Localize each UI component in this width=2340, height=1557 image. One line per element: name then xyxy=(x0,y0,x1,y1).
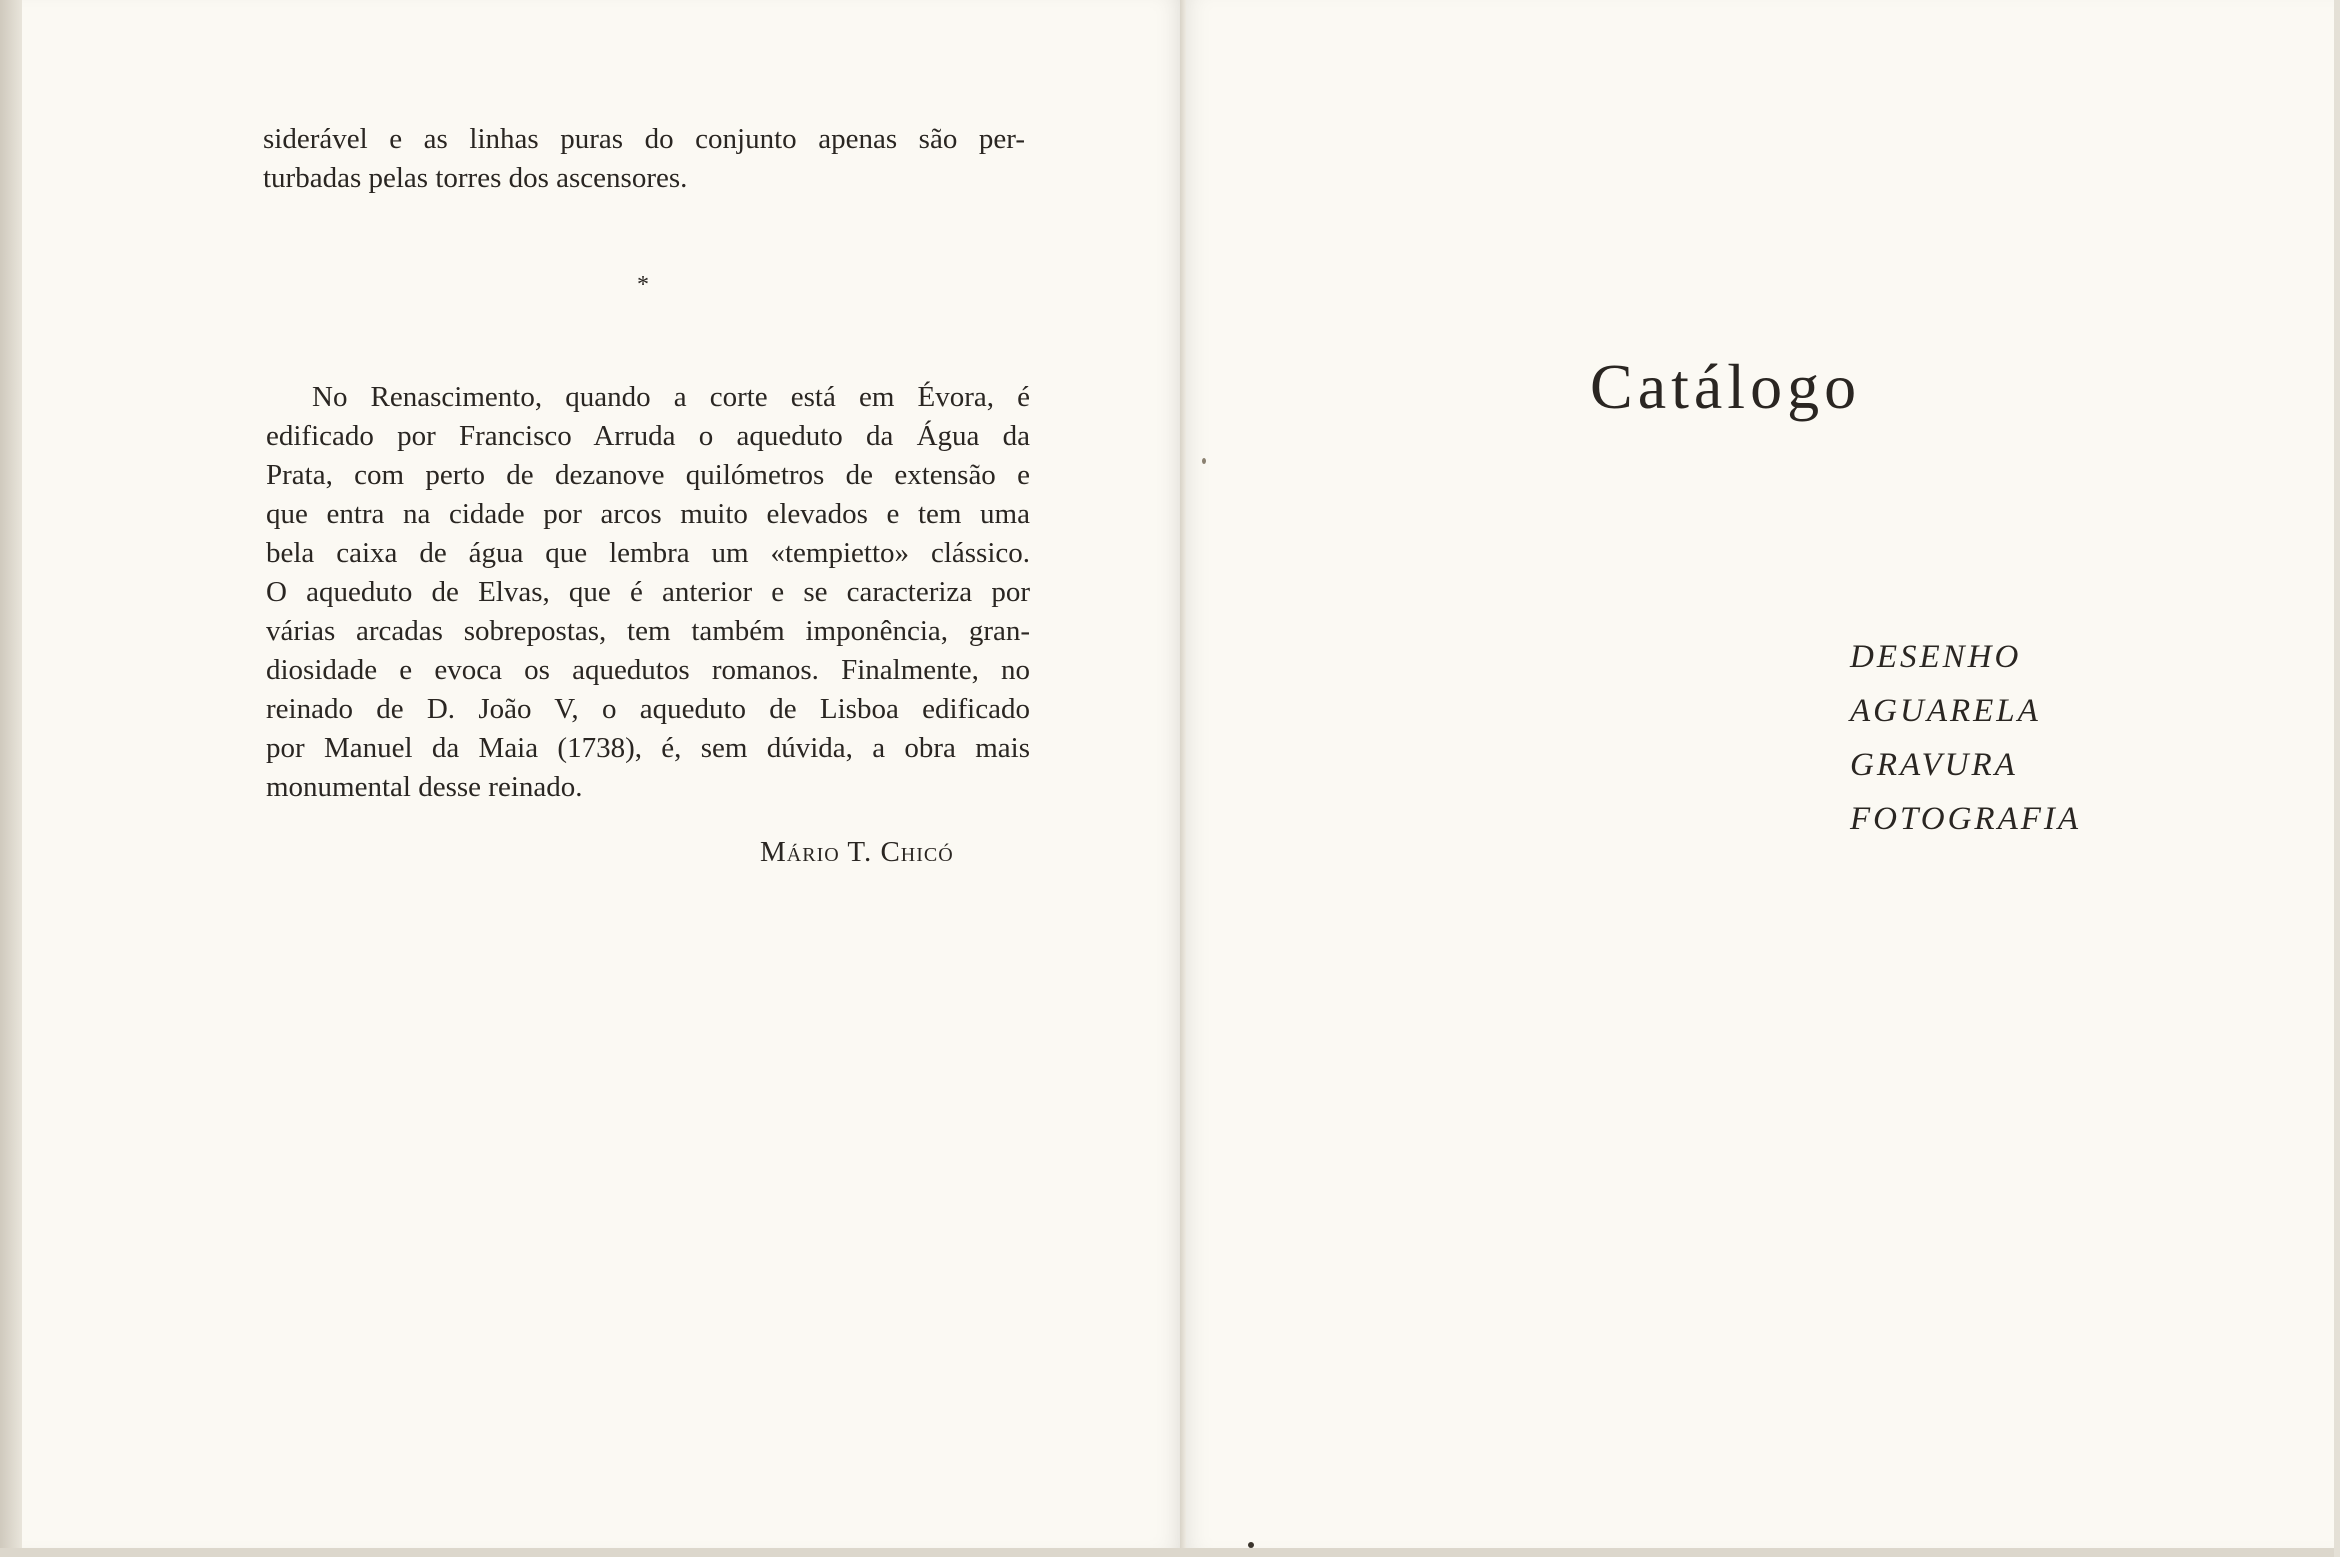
section-separator: * xyxy=(637,272,649,298)
text-line: siderável e as linhas puras do conjunto apenas são per- xyxy=(263,123,1025,155)
text-line: monumental desse reinado. xyxy=(266,771,583,803)
text-line: bela caixa de água que lembra um «tempietto» clássico. xyxy=(266,537,1030,569)
text-line: O aqueduto de Elvas, que é anterior e se caracteriza por xyxy=(266,576,1030,608)
paper-speck xyxy=(1202,458,1206,464)
text-line: turbadas pelas torres dos ascensores. xyxy=(263,162,688,194)
catalog-section-item: GRAVURA xyxy=(1850,747,2018,783)
right-page xyxy=(1184,0,2334,1548)
text-line: reinado de D. João V, o aqueduto de Lisboa edificado xyxy=(266,693,1030,725)
text-line: várias arcadas sobrepostas, tem também imponência, gran- xyxy=(266,615,1030,647)
author-signature: Mário T. Chicó xyxy=(760,836,954,868)
continuation-paragraph xyxy=(263,120,1025,198)
bottom-edge xyxy=(0,1548,2340,1557)
text-line: diosidade e evoca os aquedutos romanos. Finalmente, no xyxy=(266,654,1030,686)
paper-speck xyxy=(1248,1542,1254,1548)
text-line: que entra na cidade por arcos muito elevados e tem uma xyxy=(266,498,1030,530)
text-line: por Manuel da Maia (1738), é, sem dúvida, a obra mais xyxy=(266,732,1030,764)
text-line: Prata, com perto de dezanove quilómetros de extensão e xyxy=(266,459,1030,491)
catalog-sections xyxy=(1850,630,2081,846)
catalog-title: Catálogo xyxy=(1590,351,1862,422)
catalog-section-item: AGUARELA xyxy=(1850,693,2041,729)
aqueduct-paragraph xyxy=(266,378,1030,807)
catalog-section-item: FOTOGRAFIA xyxy=(1850,801,2082,837)
book-gutter xyxy=(1180,0,1186,1557)
left-page-edge xyxy=(0,0,22,1557)
catalog-section-item: DESENHO xyxy=(1850,639,2022,675)
right-page-edge xyxy=(2334,0,2340,1557)
text-line: edificado por Francisco Arruda o aqueduto da Água da xyxy=(266,420,1030,452)
text-line: No Renascimento, quando a corte está em Évora, é xyxy=(312,381,1030,413)
